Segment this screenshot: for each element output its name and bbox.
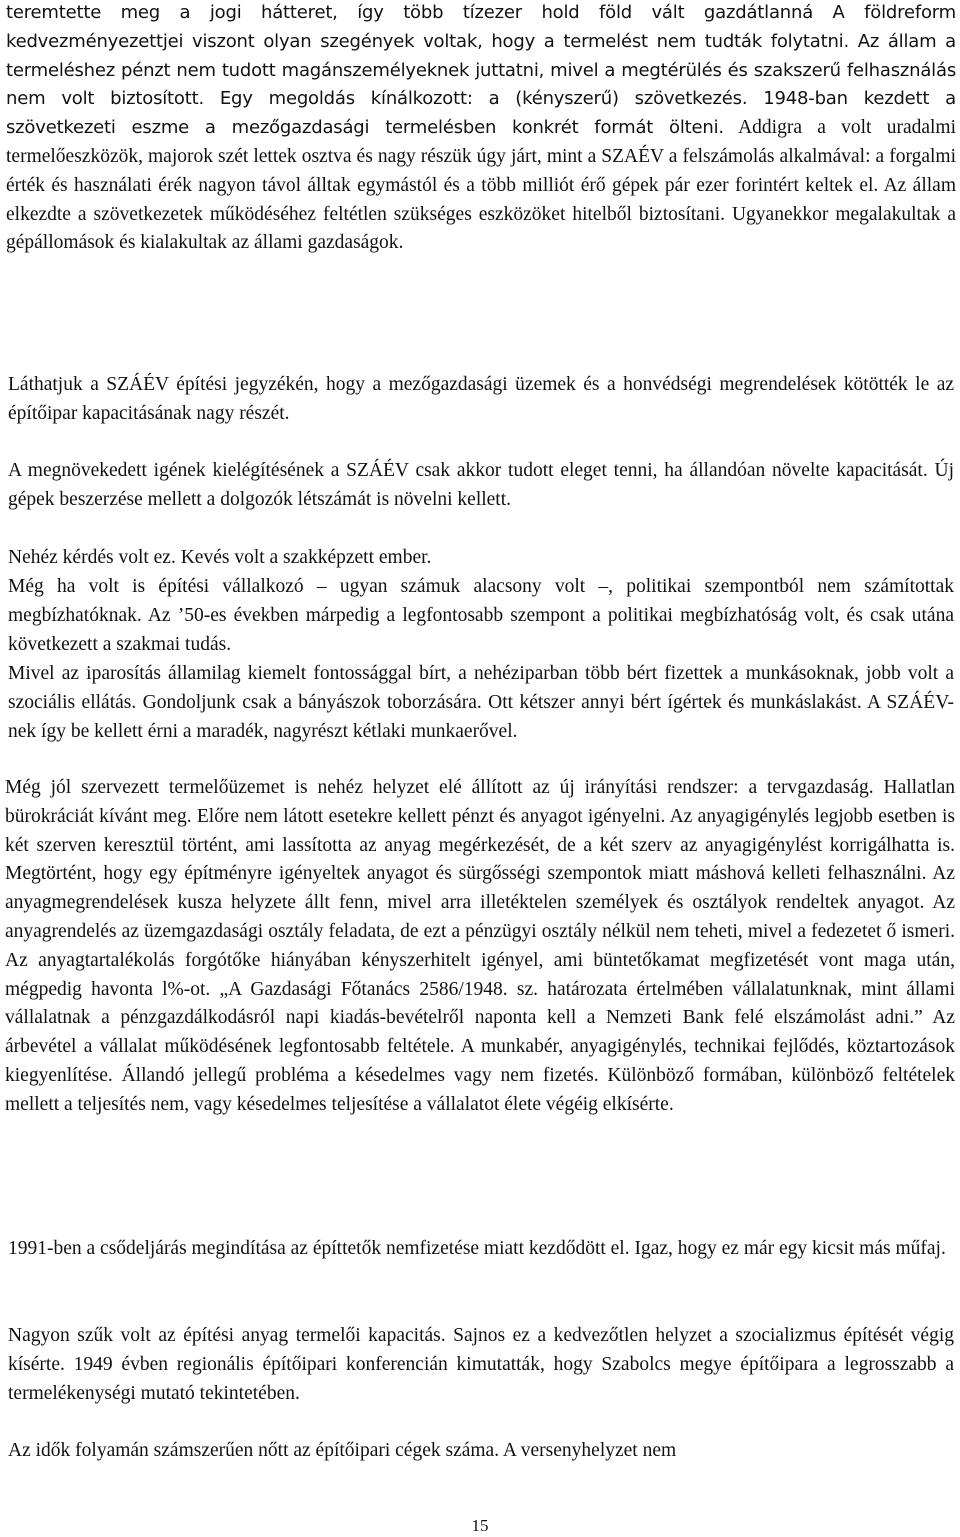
text-segment: 1991-ben a csődeljárás megindítása az építtetők nemfizetése miatt kezdődött el. Igaz, hogy ez már egy kicsit más műfaj. [8, 1238, 946, 1259]
paragraph-planned-economy [5, 774, 955, 1120]
text-segment: teremtette meg a jogi hátteret, így több tízezer hold föld vált gazdátlanná A földreform kedvezményezettjei viszont olyan szegények voltak, hogy a termelést nem tudták folytatni. Az állam a termeléshez pénzt nem tudott magánszemélyeknek juttatni, mivel a megtérülés és szakszerű felhasználás nem volt biztosított. Egy megoldás kínálkozott: a (kényszerű) szövetkezés. 1948-ban kezdett a szövetkezeti eszme a mezőgazdasági termelésben konkrét formát ölteni. [6, 2, 956, 139]
text-segment: Láthatjuk a SZÁÉV építési jegyzékén, hogy a mezőgazdasági üzemek és a honvédségi megrendelések kötötték le az építőipar kapacitásának nagy részét. [8, 374, 954, 424]
paragraph-land-reform [6, 0, 956, 258]
paragraph-capacity [8, 457, 954, 515]
text-segment: Nagyon szűk volt az építési anyag termelői kapacitás. Sajnos ez a kedvezőtlen helyzet a szocializmus építését végig kísérte. 1949 évben regionális építőipari konferencián kimutatták, hogy Szabolcs megye építőipara a legrosszabb a termelékenységi mutató tekintetében. [8, 1325, 954, 1404]
page-number: 15 [471, 1516, 489, 1535]
paragraph-political-reliability [8, 573, 954, 659]
text-segment: Mivel az iparosítás államilag kiemelt fontossággal bírt, a nehéziparban több bért fizettek a munkásoknak, jobb volt a szociális ellátás. Gondoljunk csak a bányászok toborzására. Ott kétszer annyi bért ígértek és munkáslakást. A SZÁÉV-nek így be kellett érni a maradék, nagyrészt kétlaki munkaerővel. [8, 663, 954, 742]
paragraph-bankruptcy [8, 1235, 950, 1264]
paragraph-industrialisation [8, 660, 954, 746]
text-segment: Még jól szervezett termelőüzemet is nehéz helyzet elé állított az új irányítási rendszer: a tervgazdaság. Hallatlan bürokráciát kívánt meg. Előre nem látott esetekre kellett pénzt és anyagot igényelni. Az anyagigénylés legjobb esetben is két szerven keresztül történt, ami lassította az anyag megérkezését, de a két szerv az anyagigénylést korrigálhatta is. Megtörtént, hogy egy építményre igényeltek anyagot és sürgősségi szempontok miatt máshová kelleti felhasználni. Az anyagmegrendelések kusza helyzete állt fenn, mivel arra illetéktelen személyek és osztályok rendeltek anyagot. Az anyagrendelés az üzemgazdasági osztály feladata, de ezt a pénzügyi osztály nélkül nem teheti, mivel a fedezetet ő ismeri. Az anyagtartalékolás forgótőke hiányában kényszerhitelt igényel, ami büntetőkamat megfizetését vont maga után, mégpedig havonta l%-ot. „A Gazdasági Főtanács 2586/1948. sz. határozata értelmében vállalatunknak, mint állami vállalatnak a pénzgazdálkodásról napi kiadás-bevételről naponta kell a Nemzeti Bank felé elszámolást adni.” Az árbevétel a vállalat működésének legfontosabb feltétele. A munkabér, anyagigénylés, technikai fejlődés, köztartozások kiegyenlítése. Állandó jellegű probléma a késedelmes vagy nem fizetés. Különböző formában, különböző feltételek mellett a teljesítés nem, vagy késedelmes teljesítése a vállalatot élete végéig elkísérte. [5, 777, 955, 1115]
text-segment: A megnövekedett igének kielégítésének a SZÁÉV csak akkor tudott eleget tenni, ha állandóan növelte kapacitását. Új gépek beszerzése mellett a dolgozók létszámát is növelni kellett. [8, 460, 954, 510]
paragraph-szaev-register [8, 371, 954, 429]
paragraph-material-capacity [8, 1322, 954, 1408]
text-segment: Nehéz kérdés volt ez. Kevés volt a szakképzett ember. [8, 547, 432, 568]
paragraph-companies [8, 1437, 954, 1466]
text-segment: Az idők folyamán számszerűen nőtt az építőipari cégek száma. A versenyhelyzet nem [8, 1440, 677, 1461]
paragraph-hard-question [8, 544, 954, 573]
text-segment: Addigra a volt uradalmi termelőeszközök, majorok szét lettek osztva és nagy részük úgy járt, mint a SZAÉV a felszámolás alkalmával: a forgalmi érték és használati érék nagyon távol álltak egymástól és a több milliót érő gépek pár ezer forintért keltek el. Az állam elkezdte a szövetkezetek működéséhez feltétlen szükséges eszközöket hitelből biztosítani. Ugyanekkor megalakultak a gépállomások és kialakultak az állami gazdaságok. [6, 117, 957, 254]
text-segment: Még ha volt is építési vállalkozó – ugyan számuk alacsony volt –, politikai szempontból nem számítottak megbízhatóknak. Az ’50-es években márpedig a legfontosabb szempont a politikai megbízhatóság volt, és csak utána következett a szakmai tudás. [8, 576, 954, 655]
